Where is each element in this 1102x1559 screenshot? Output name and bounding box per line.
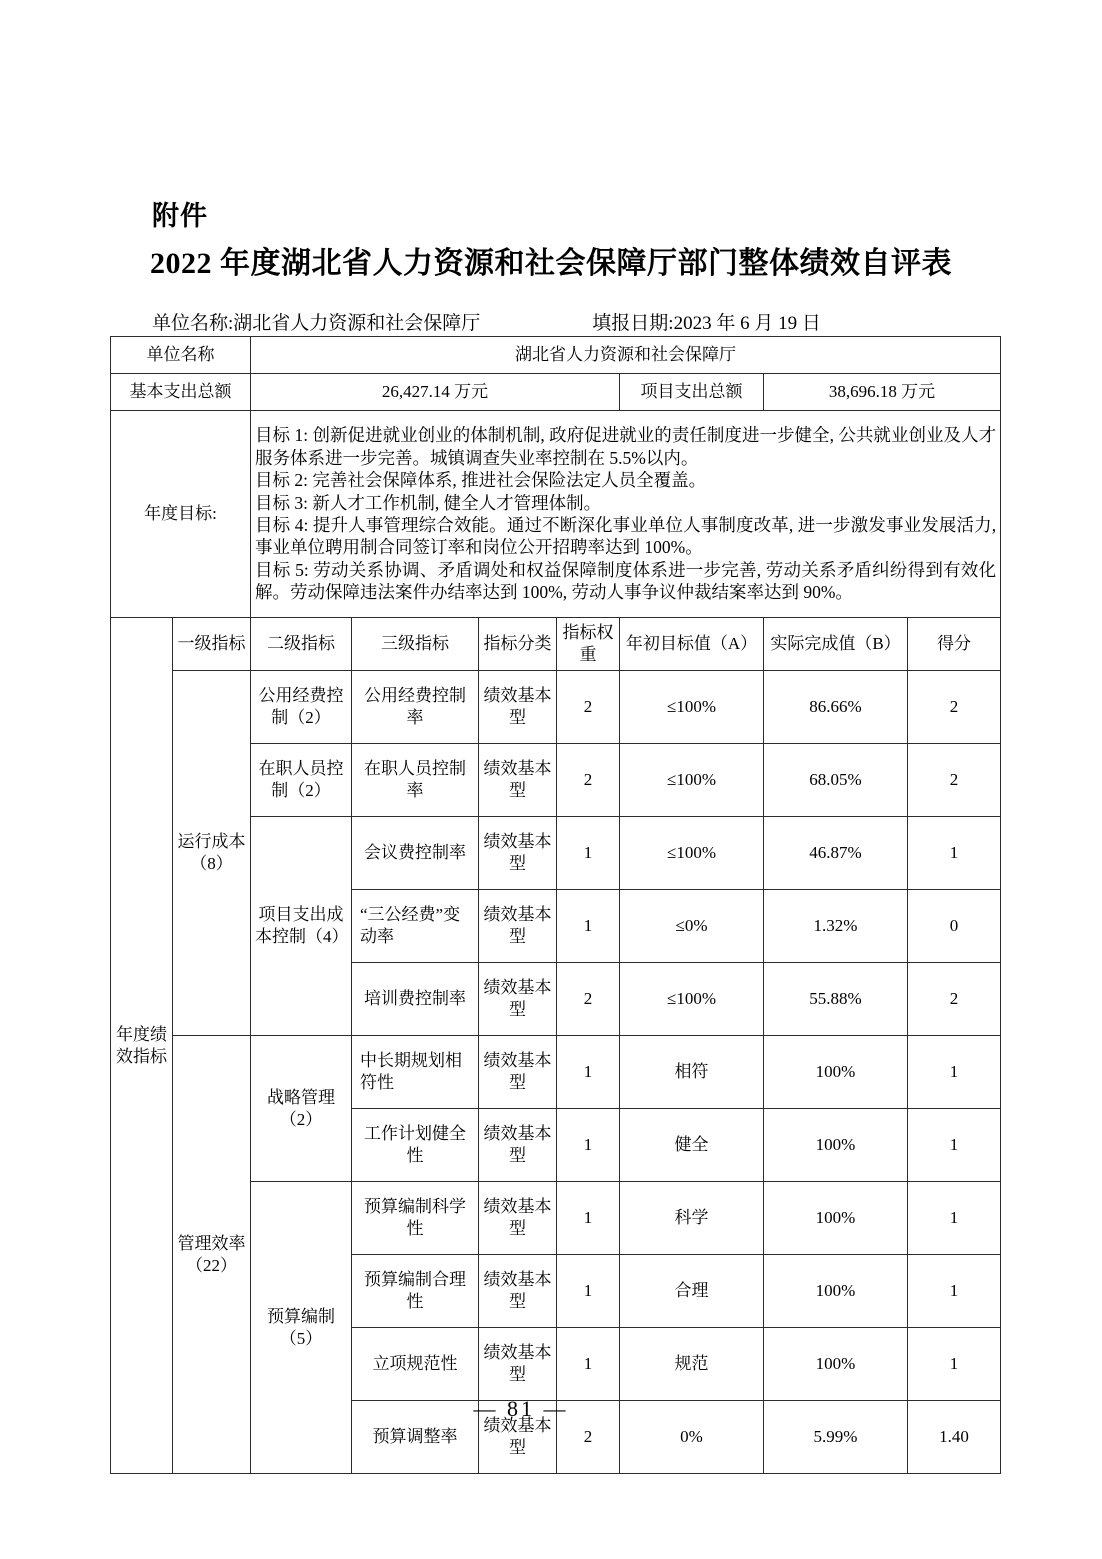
cell-target: 科学 — [620, 1182, 764, 1255]
meta-report-date-label: 填报日期: — [592, 313, 674, 334]
header-weight: 指标权重 — [557, 618, 620, 671]
cell-category: 绩效基本型 — [479, 1401, 557, 1474]
header-level2: 二级指标 — [251, 618, 352, 671]
cell-level3: 中长期规划相符性 — [352, 1036, 479, 1109]
level1-group-operating-cost: 运行成本（8） — [173, 671, 251, 1036]
cell-score: 2 — [908, 963, 1001, 1036]
cell-weight: 1 — [557, 1255, 620, 1328]
cell-target: 合理 — [620, 1255, 764, 1328]
cell-target: ≤0% — [620, 890, 764, 963]
header-level1: 一级指标 — [173, 618, 251, 671]
annual-goal-item-1: 目标 1: 创新促进就业创业的体制机制, 政府促进就业的责任制度进一步健全, 公共就业创业及人才服务体系进一步完善。城镇调查失业率控制在 5.5%以内。 — [255, 425, 997, 468]
cell-score: 1 — [908, 1328, 1001, 1401]
page-number — [0, 1396, 1102, 1422]
cell-category: 绩效基本型 — [479, 1109, 557, 1182]
meta-unit-name-label: 单位名称: — [152, 313, 234, 334]
table-row-expenditure — [111, 374, 1001, 411]
header-annual-performance: 年度绩效指标 — [111, 618, 173, 1474]
cell-actual: 1.32% — [764, 890, 908, 963]
project-expenditure-label-cell: 项目支出总额 — [620, 374, 764, 411]
cell-target: ≤100% — [620, 817, 764, 890]
level2-group-project-cost-control: 项目支出成本控制（4） — [251, 817, 352, 1036]
cell-score: 2 — [908, 744, 1001, 817]
cell-target: 相符 — [620, 1036, 764, 1109]
cell-weight: 2 — [557, 1401, 620, 1474]
annual-goal-item-4: 目标 4: 提升人事管理综合效能。通过不断深化事业单位人事制度改革, 进一步激发事业发展活力, 事业单位聘用制合同签订率和岗位公开招聘率达到 100%。 — [255, 515, 997, 558]
cell-score: 1 — [908, 1182, 1001, 1255]
level2-group-public-funds: 公用经费控制（2） — [251, 671, 352, 744]
cell-score: 2 — [908, 671, 1001, 744]
cell-actual: 86.66% — [764, 671, 908, 744]
table-row-unit-name — [111, 337, 1001, 374]
cell-level3: 立项规范性 — [352, 1328, 479, 1401]
cell-actual: 5.99% — [764, 1401, 908, 1474]
cell-level3: 工作计划健全性 — [352, 1109, 479, 1182]
cell-weight: 1 — [557, 1182, 620, 1255]
cell-category: 绩效基本型 — [479, 1328, 557, 1401]
annual-goal-item-2: 目标 2: 完善社会保障体系, 推进社会保险法定人员全覆盖。 — [255, 470, 707, 491]
cell-weight: 1 — [557, 1328, 620, 1401]
unit-name-label-cell: 单位名称 — [111, 337, 251, 374]
header-actual: 实际完成值（B） — [764, 618, 908, 671]
cell-level3: 预算编制合理性 — [352, 1255, 479, 1328]
cell-weight: 1 — [557, 890, 620, 963]
cell-category: 绩效基本型 — [479, 817, 557, 890]
header-score: 得分 — [908, 618, 1001, 671]
cell-target: 健全 — [620, 1109, 764, 1182]
table-row-annual-goals — [111, 411, 1001, 618]
header-target: 年初目标值（A） — [620, 618, 764, 671]
unit-name-value-cell: 湖北省人力资源和社会保障厅 — [251, 337, 1001, 374]
annual-goals-label-cell: 年度目标: — [111, 411, 251, 618]
performance-evaluation-table — [110, 336, 1001, 1474]
cell-level3: 公用经费控制率 — [352, 671, 479, 744]
cell-actual: 55.88% — [764, 963, 908, 1036]
cell-actual: 100% — [764, 1255, 908, 1328]
annual-goal-item-5: 目标 5: 劳动关系协调、矛盾调处和权益保障制度体系进一步完善, 劳动关系矛盾纠纷得到有效化解。劳动保障违法案件办结率达到 100%, 劳动人事争议仲裁结案率达到 90%。 — [255, 559, 997, 603]
cell-weight: 1 — [557, 1109, 620, 1182]
meta-report-date — [592, 308, 821, 335]
cell-actual: 100% — [764, 1182, 908, 1255]
basic-expenditure-value-cell: 26,427.14 万元 — [251, 374, 620, 411]
page-number-text: — 81 — — [473, 1396, 569, 1421]
cell-level3: 会议费控制率 — [352, 817, 479, 890]
header-category: 指标分类 — [479, 618, 557, 671]
table-row — [111, 1036, 1001, 1109]
cell-score: 1 — [908, 1036, 1001, 1109]
basic-expenditure-label-cell: 基本支出总额 — [111, 374, 251, 411]
meta-unit-name-value: 湖北省人力资源和社会保障厅 — [233, 313, 481, 334]
cell-actual: 46.87% — [764, 817, 908, 890]
cell-actual: 68.05% — [764, 744, 908, 817]
cell-category: 绩效基本型 — [479, 1036, 557, 1109]
cell-target: ≤100% — [620, 744, 764, 817]
cell-score: 0 — [908, 890, 1001, 963]
cell-weight: 1 — [557, 817, 620, 890]
document-meta — [152, 308, 952, 335]
level2-group-strategic-management: 战略管理（2） — [251, 1036, 352, 1182]
cell-score: 1 — [908, 817, 1001, 890]
project-expenditure-value-cell: 38,696.18 万元 — [764, 374, 1001, 411]
cell-actual: 100% — [764, 1109, 908, 1182]
page-title: 2022 年度湖北省人力资源和社会保障厅部门整体绩效自评表 — [150, 247, 952, 280]
cell-target: ≤100% — [620, 671, 764, 744]
meta-report-date-value: 2023 年 6 月 19 日 — [673, 313, 821, 334]
cell-target: ≤100% — [620, 963, 764, 1036]
header-level3: 三级指标 — [352, 618, 479, 671]
cell-level3: “三公经费”变动率 — [352, 890, 479, 963]
cell-level3: 预算调整率 — [352, 1401, 479, 1474]
cell-score: 1 — [908, 1109, 1001, 1182]
annual-goals-content-cell — [251, 411, 1001, 618]
cell-score: 1.40 — [908, 1401, 1001, 1474]
cell-target: 0% — [620, 1401, 764, 1474]
cell-category: 绩效基本型 — [479, 963, 557, 1036]
cell-category: 绩效基本型 — [479, 890, 557, 963]
level2-group-budget-preparation: 预算编制（5） — [251, 1182, 352, 1474]
meta-unit-name — [152, 308, 480, 335]
annual-goal-item-3: 目标 3: 新人才工作机制, 健全人才管理体制。 — [255, 492, 602, 513]
cell-actual: 100% — [764, 1328, 908, 1401]
cell-category: 绩效基本型 — [479, 671, 557, 744]
table-row — [111, 671, 1001, 744]
cell-level3: 培训费控制率 — [352, 963, 479, 1036]
cell-category: 绩效基本型 — [479, 1255, 557, 1328]
indicator-header-row — [111, 618, 1001, 671]
cell-level3: 预算编制科学性 — [352, 1182, 479, 1255]
cell-weight: 2 — [557, 671, 620, 744]
attachment-label: 附件 — [152, 201, 208, 231]
level2-group-staff-control: 在职人员控制（2） — [251, 744, 352, 817]
cell-score: 1 — [908, 1255, 1001, 1328]
cell-level3: 在职人员控制率 — [352, 744, 479, 817]
cell-weight: 2 — [557, 744, 620, 817]
cell-weight: 1 — [557, 1036, 620, 1109]
cell-weight: 2 — [557, 963, 620, 1036]
cell-actual: 100% — [764, 1036, 908, 1109]
cell-target: 规范 — [620, 1328, 764, 1401]
cell-category: 绩效基本型 — [479, 744, 557, 817]
cell-category: 绩效基本型 — [479, 1182, 557, 1255]
level1-group-management-efficiency: 管理效率（22） — [173, 1036, 251, 1474]
